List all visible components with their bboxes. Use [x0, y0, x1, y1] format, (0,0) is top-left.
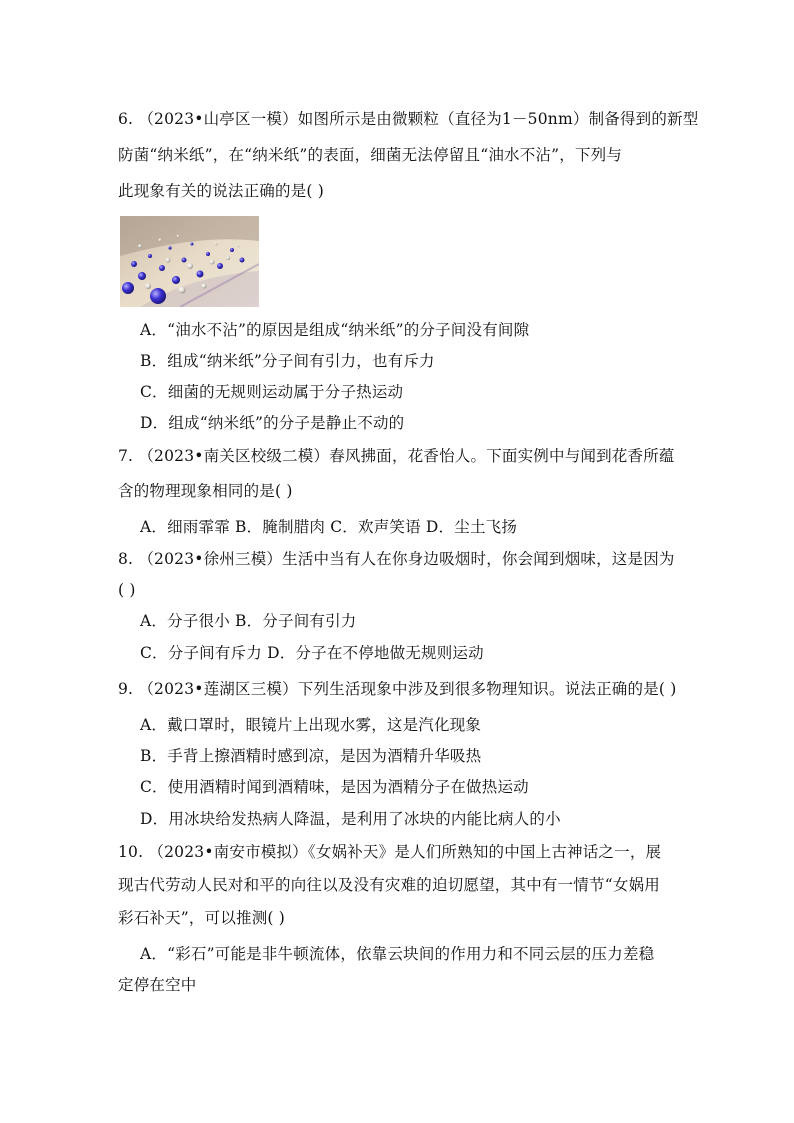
question-9-option-c: C．使用酒精时闻到酒精味，是因为酒精分子在做热运动	[140, 778, 529, 796]
question-9-option-d: D．用冰块给发热病人降温，是利用了冰块的内能比病人的小	[140, 810, 561, 828]
question-6-option-d: D．组成“纳米纸”的分子是静止不动的	[140, 414, 405, 432]
question-6-line-2: 防菌“纳米纸”，在“纳米纸”的表面，细菌无法停留且“油水不沾”，下列与	[118, 146, 623, 164]
question-6-option-c: C．细菌的无规则运动属于分子热运动	[140, 383, 404, 401]
question-10-line-3: 彩石补天”，可以推测( )	[118, 909, 286, 927]
question-6-option-b: B．组成“纳米纸”分子间有引力，也有斥力	[140, 352, 435, 370]
question-10-line-2: 现古代劳动人民对和平的向往以及没有灾难的迫切愿望，其中有一情节“女娲用	[118, 876, 660, 894]
question-8-line-1: 8. （2023•徐州三模）生活中当有人在你身边吸烟时，你会闻到烟味，这是因为	[118, 550, 675, 568]
question-7-options: A．细雨霏霏 B．腌制腊肉 C．欢声笑语 D．尘土飞扬	[140, 518, 518, 536]
question-8-options-cd: C．分子间有斥力 D．分子在不停地做无规则运动	[140, 644, 484, 662]
question-9-line-1: 9. （2023•莲湖区三模）下列生活现象中涉及到很多物理知识。说法正确的是( )	[118, 680, 677, 698]
nano-paper-water-droplets-image	[120, 216, 259, 307]
question-9-option-b: B．手背上擦酒精时感到凉，是因为酒精升华吸热	[140, 747, 482, 765]
question-10-option-a-line-2: 定停在空中	[118, 976, 197, 994]
question-10-line-1: 10. （2023•南安市模拟）《女娲补天》是人们所熟知的中国上古神话之一，展	[118, 843, 662, 861]
question-10-option-a-line-1: A．“彩石”可能是非牛顿流体，依靠云块间的作用力和不同云层的压力差稳	[140, 945, 655, 963]
question-6-line-3: 此现象有关的说法正确的是( )	[118, 182, 325, 200]
question-7-line-2: 含的物理现象相同的是( )	[118, 482, 293, 500]
question-7-line-1: 7. （2023•南关区校级二模）春风拂面，花香怡人。下面实例中与闻到花香所蕴	[118, 447, 675, 465]
question-9-option-a: A．戴口罩时，眼镜片上出现水雾，这是汽化现象	[140, 716, 482, 734]
question-6-line-1: 6. （2023•山亭区一模）如图所示是由微颗粒（直径为1－50nm）制备得到的新型	[118, 110, 699, 128]
question-8-line-2: ( )	[118, 581, 136, 599]
question-6-option-a: A．“油水不沾”的原因是组成“纳米纸”的分子间没有间隙	[140, 321, 530, 339]
question-8-options-ab: A．分子很小 B．分子间有引力	[140, 612, 357, 630]
